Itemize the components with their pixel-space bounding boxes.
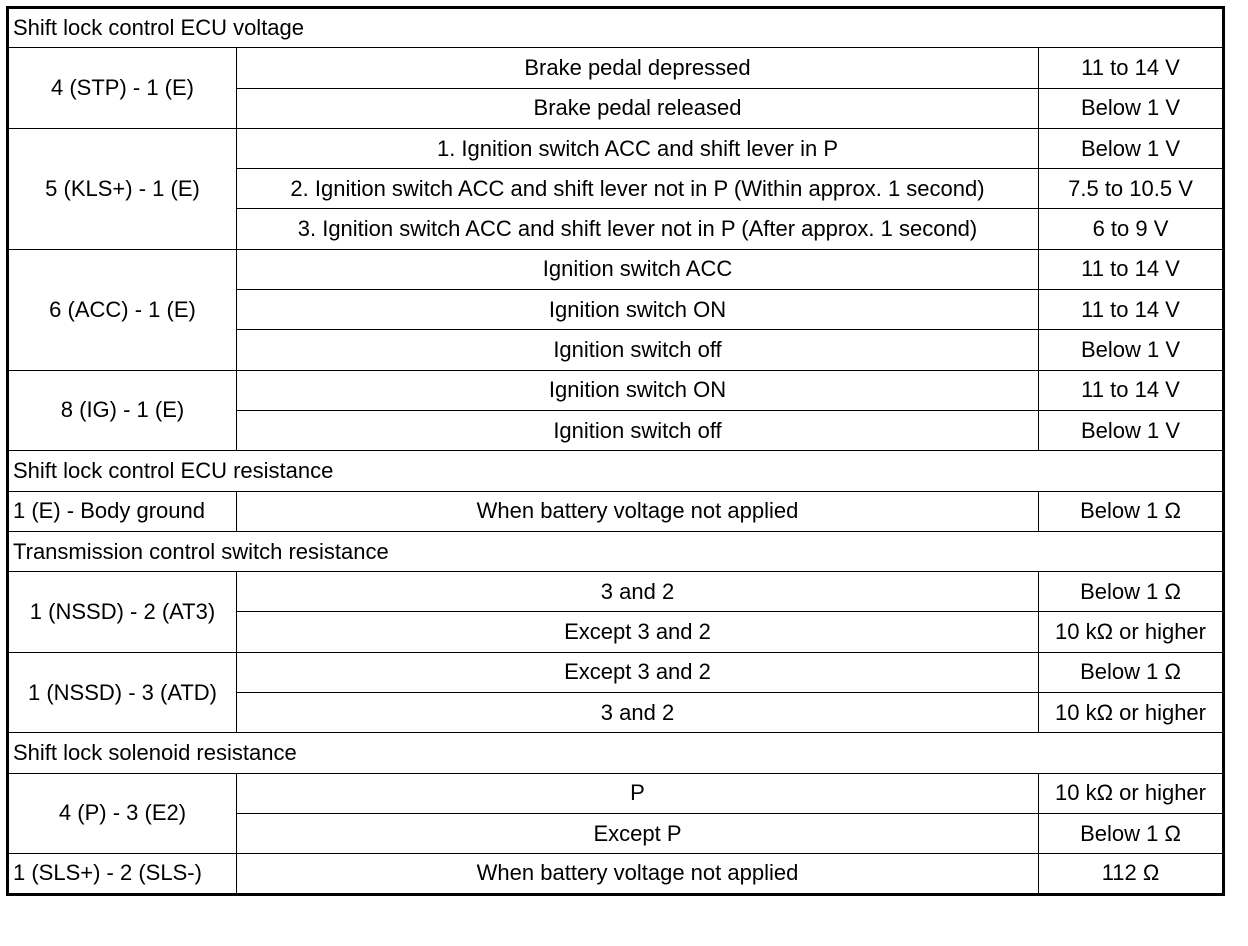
terminal-cell: 8 (IG) - 1 (E) (8, 370, 237, 451)
condition-cell: Except P (237, 813, 1039, 853)
condition-cell: 3 and 2 (237, 572, 1039, 612)
section-row (8, 8, 1224, 48)
spec-cell: 11 to 14 V (1039, 249, 1224, 289)
table-row (8, 249, 1224, 289)
condition-cell: 3. Ignition switch ACC and shift lever not in P (After approx. 1 second) (237, 209, 1039, 249)
spec-cell: 7.5 to 10.5 V (1039, 169, 1224, 209)
spec-cell: Below 1 Ω (1039, 652, 1224, 692)
condition-cell: Except 3 and 2 (237, 652, 1039, 692)
terminal-cell: 1 (NSSD) - 3 (ATD) (8, 652, 237, 733)
terminal-cell: 1 (NSSD) - 2 (AT3) (8, 572, 237, 653)
section-row (8, 531, 1224, 571)
spec-cell: Below 1 Ω (1039, 813, 1224, 853)
condition-cell: When battery voltage not applied (237, 491, 1039, 531)
condition-cell: 1. Ignition switch ACC and shift lever in P (237, 128, 1039, 168)
condition-cell: Ignition switch off (237, 410, 1039, 450)
spec-cell: 112 Ω (1039, 854, 1224, 894)
condition-cell: Except 3 and 2 (237, 612, 1039, 652)
table-row (8, 491, 1224, 531)
table-row (8, 572, 1224, 612)
table-row (8, 48, 1224, 88)
terminal-cell: 1 (E) - Body ground (8, 491, 237, 531)
condition-cell: Ignition switch ON (237, 370, 1039, 410)
condition-cell: Ignition switch ACC (237, 249, 1039, 289)
spec-cell: 10 kΩ or higher (1039, 693, 1224, 733)
spec-cell: Below 1 V (1039, 88, 1224, 128)
condition-cell: Brake pedal depressed (237, 48, 1039, 88)
condition-cell: Ignition switch off (237, 330, 1039, 370)
terminal-cell: 4 (P) - 3 (E2) (8, 773, 237, 854)
spec-cell: Below 1 V (1039, 128, 1224, 168)
spec-cell: 11 to 14 V (1039, 370, 1224, 410)
section-header-ecu-resistance: Shift lock control ECU resistance (8, 451, 1224, 491)
section-header-solenoid-resistance: Shift lock solenoid resistance (8, 733, 1224, 773)
spec-cell: 6 to 9 V (1039, 209, 1224, 249)
spec-cell: Below 1 Ω (1039, 491, 1224, 531)
spec-cell: Below 1 V (1039, 330, 1224, 370)
condition-cell: Ignition switch ON (237, 290, 1039, 330)
terminal-cell: 1 (SLS+) - 2 (SLS-) (8, 854, 237, 894)
section-row (8, 733, 1224, 773)
table-row (8, 652, 1224, 692)
spec-cell: 10 kΩ or higher (1039, 612, 1224, 652)
section-header-ecu-voltage: Shift lock control ECU voltage (8, 8, 1224, 48)
spec-cell: Below 1 Ω (1039, 572, 1224, 612)
condition-cell: When battery voltage not applied (237, 854, 1039, 894)
condition-cell: Brake pedal released (237, 88, 1039, 128)
spec-cell: Below 1 V (1039, 410, 1224, 450)
condition-cell: 3 and 2 (237, 693, 1039, 733)
spec-cell: 10 kΩ or higher (1039, 773, 1224, 813)
table-row (8, 370, 1224, 410)
condition-cell: P (237, 773, 1039, 813)
section-row (8, 451, 1224, 491)
terminal-cell: 5 (KLS+) - 1 (E) (8, 128, 237, 249)
table-row (8, 773, 1224, 813)
terminal-cell: 6 (ACC) - 1 (E) (8, 249, 237, 370)
spec-cell: 11 to 14 V (1039, 48, 1224, 88)
terminal-cell: 4 (STP) - 1 (E) (8, 48, 237, 129)
spec-cell: 11 to 14 V (1039, 290, 1224, 330)
condition-cell: 2. Ignition switch ACC and shift lever not in P (Within approx. 1 second) (237, 169, 1039, 209)
inspection-spec-table (6, 6, 1225, 896)
section-header-tcs-resistance: Transmission control switch resistance (8, 531, 1224, 571)
table-row (8, 854, 1224, 894)
spec-table-container (6, 6, 1222, 896)
table-row (8, 128, 1224, 168)
